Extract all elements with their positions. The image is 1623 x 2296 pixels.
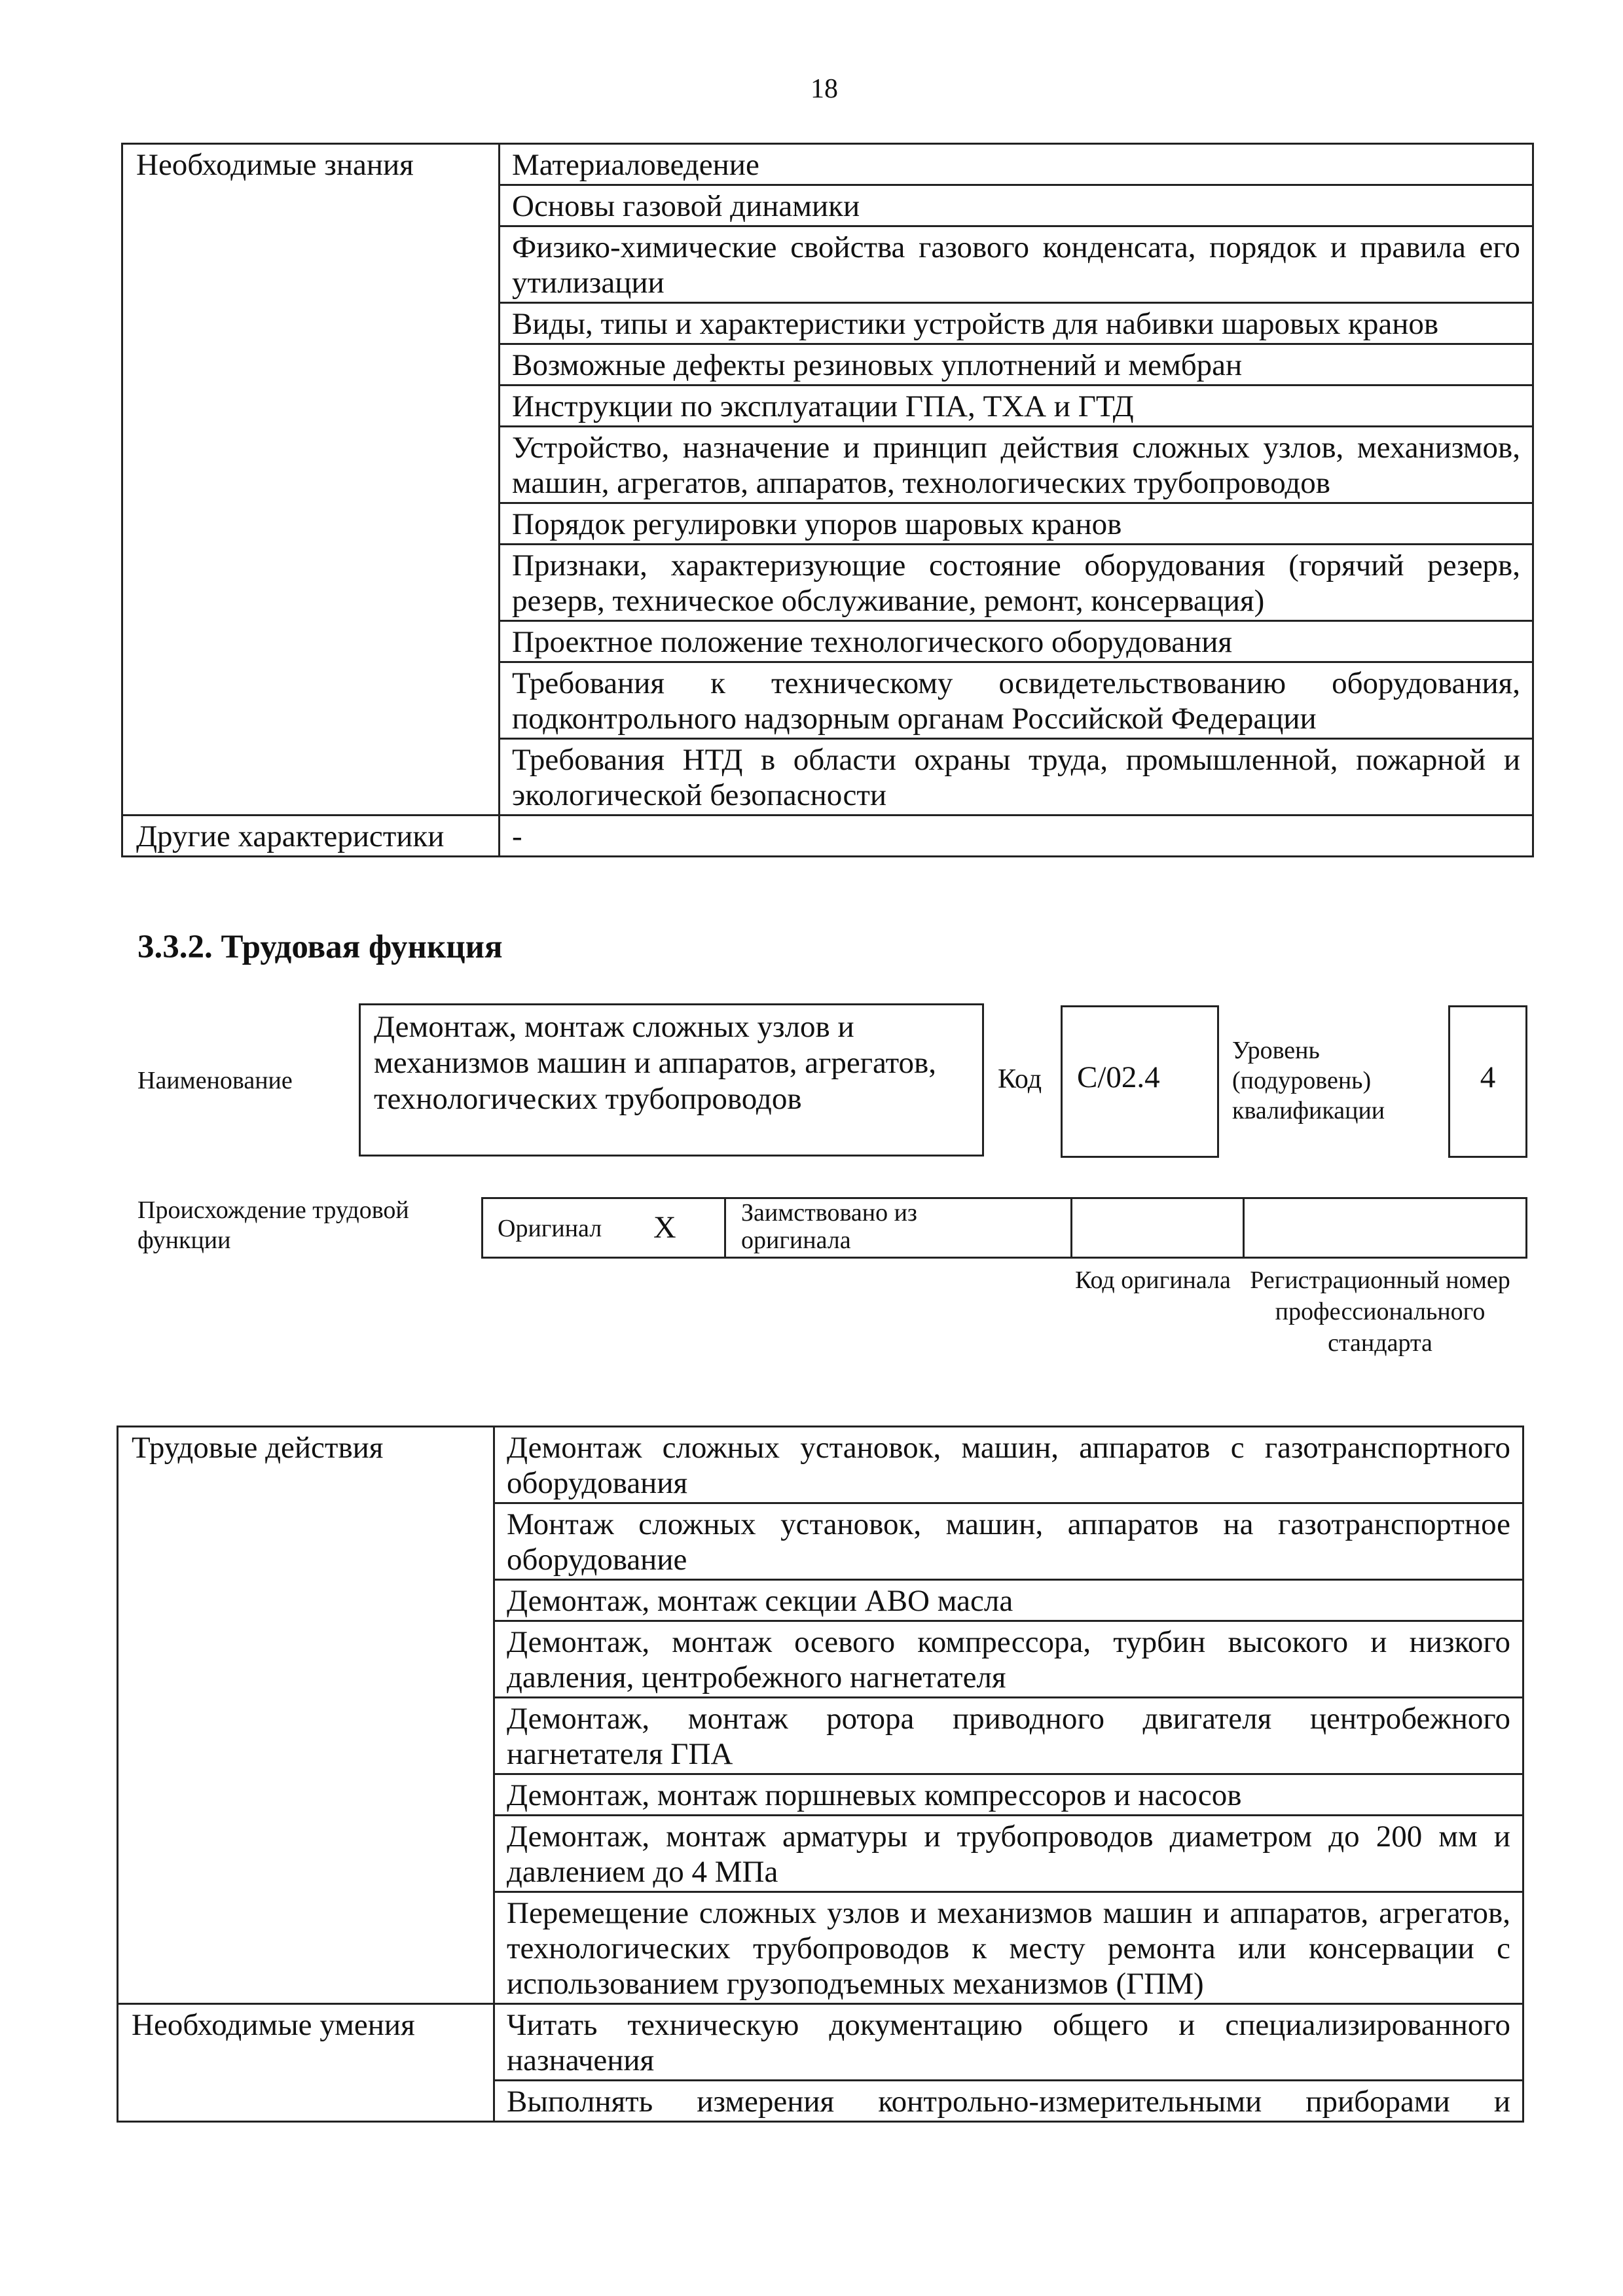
reg-number-caption: Регистрационный номер профессионального стандарта xyxy=(1250,1266,1510,1357)
knowledge-item: Физико-химические свойства газового конденсата, порядок и правила его утилизации xyxy=(500,226,1533,303)
actions-table xyxy=(117,1426,1524,2123)
action-item: Монтаж сложных установок, машин, аппаратов на газотранспортное оборудование xyxy=(494,1503,1523,1580)
knowledge-item: Устройство, назначение и принцип действия сложных узлов, механизмов, машин, агрегатов, аппаратов, технологических трубопроводов xyxy=(500,427,1533,503)
action-item: Демонтаж, монтаж секции АВО масла xyxy=(494,1580,1523,1621)
divider xyxy=(1243,1197,1245,1259)
knowledge-label: Необходимые знания xyxy=(122,144,500,816)
knowledge-item: Материаловедение xyxy=(500,144,1533,185)
knowledge-item: Требования НТД в области охраны труда, промышленной, пожарной и экологической безопасности xyxy=(500,739,1533,816)
function-name-box xyxy=(359,1003,984,1157)
code-box xyxy=(1061,1005,1219,1158)
other-characteristics-label: Другие характеристики xyxy=(122,816,500,857)
function-name: Демонтаж, монтаж сложных узлов и механизмов машин и аппаратов, агрегатов, технологических трубопроводов xyxy=(374,1010,936,1116)
action-item: Демонтаж, монтаж арматуры и трубопроводов диаметром до 200 мм и давлением до 4 МПа xyxy=(494,1816,1523,1892)
origin-label: Происхождение трудовой функции xyxy=(137,1196,409,1254)
original-label: Оригинал xyxy=(498,1215,602,1242)
code-original-caption: Код оригинала xyxy=(1075,1266,1231,1294)
knowledge-item: Возможные дефекты резиновых уплотнений и мембран xyxy=(500,344,1533,386)
origin-row xyxy=(481,1197,1527,1259)
knowledge-item: Требования к техническому освидетельствованию оборудования, подконтрольного надзорным органам Российской Федерации xyxy=(500,662,1533,739)
knowledge-table xyxy=(121,143,1534,857)
page-number: 18 xyxy=(811,74,838,104)
section-title: 3.3.2. Трудовая функция xyxy=(137,929,503,965)
action-item: Демонтаж, монтаж осевого компрессора, турбин высокого и низкого давления, центробежного нагнетателя xyxy=(494,1621,1523,1698)
knowledge-item: Инструкции по эксплуатации ГПА, ТХА и ГТД xyxy=(500,386,1533,427)
borrowed-label: Заимствовано из оригинала xyxy=(741,1199,917,1254)
knowledge-item: Виды, типы и характеристики устройств для набивки шаровых кранов xyxy=(500,303,1533,344)
code-label: Код xyxy=(998,1064,1042,1094)
skills-label: Необходимые умения xyxy=(118,2004,494,2122)
level-value: 4 xyxy=(1480,1060,1496,1094)
divider xyxy=(724,1197,726,1259)
skill-item: Выполнять измерения контрольно-измерительными приборами и xyxy=(494,2081,1523,2122)
code-value: C/02.4 xyxy=(1077,1060,1160,1094)
action-item: Демонтаж, монтаж ротора приводного двигателя центробежного нагнетателя ГПА xyxy=(494,1698,1523,1774)
knowledge-item: Основы газовой динамики xyxy=(500,185,1533,226)
knowledge-item: Порядок регулировки упоров шаровых кранов xyxy=(500,503,1533,545)
actions-label: Трудовые действия xyxy=(118,1427,494,2004)
name-label: Наименование xyxy=(137,1067,293,1094)
knowledge-item: Признаки, характеризующие состояние оборудования (горячий резерв, резерв, техническое обслуживание, ремонт, консервация) xyxy=(500,545,1533,621)
knowledge-item: Проектное положение технологического оборудования xyxy=(500,621,1533,662)
original-mark: X xyxy=(653,1210,676,1245)
level-label: Уровень (подуровень) квалификации xyxy=(1232,1037,1385,1124)
skill-item: Читать техническую документацию общего и специализированного назначения xyxy=(494,2004,1523,2081)
action-item: Перемещение сложных узлов и механизмов машин и аппаратов, агрегатов, технологических трубопроводов к месту ремонта или консервации с использованием грузоподъемных механизмов (ГПМ) xyxy=(494,1892,1523,2004)
other-characteristics-value: - xyxy=(500,816,1533,857)
action-item: Демонтаж, монтаж поршневых компрессоров и насосов xyxy=(494,1774,1523,1816)
action-item: Демонтаж сложных установок, машин, аппаратов с газотранспортного оборудования xyxy=(494,1427,1523,1503)
divider xyxy=(1070,1197,1072,1259)
level-box xyxy=(1448,1005,1527,1158)
